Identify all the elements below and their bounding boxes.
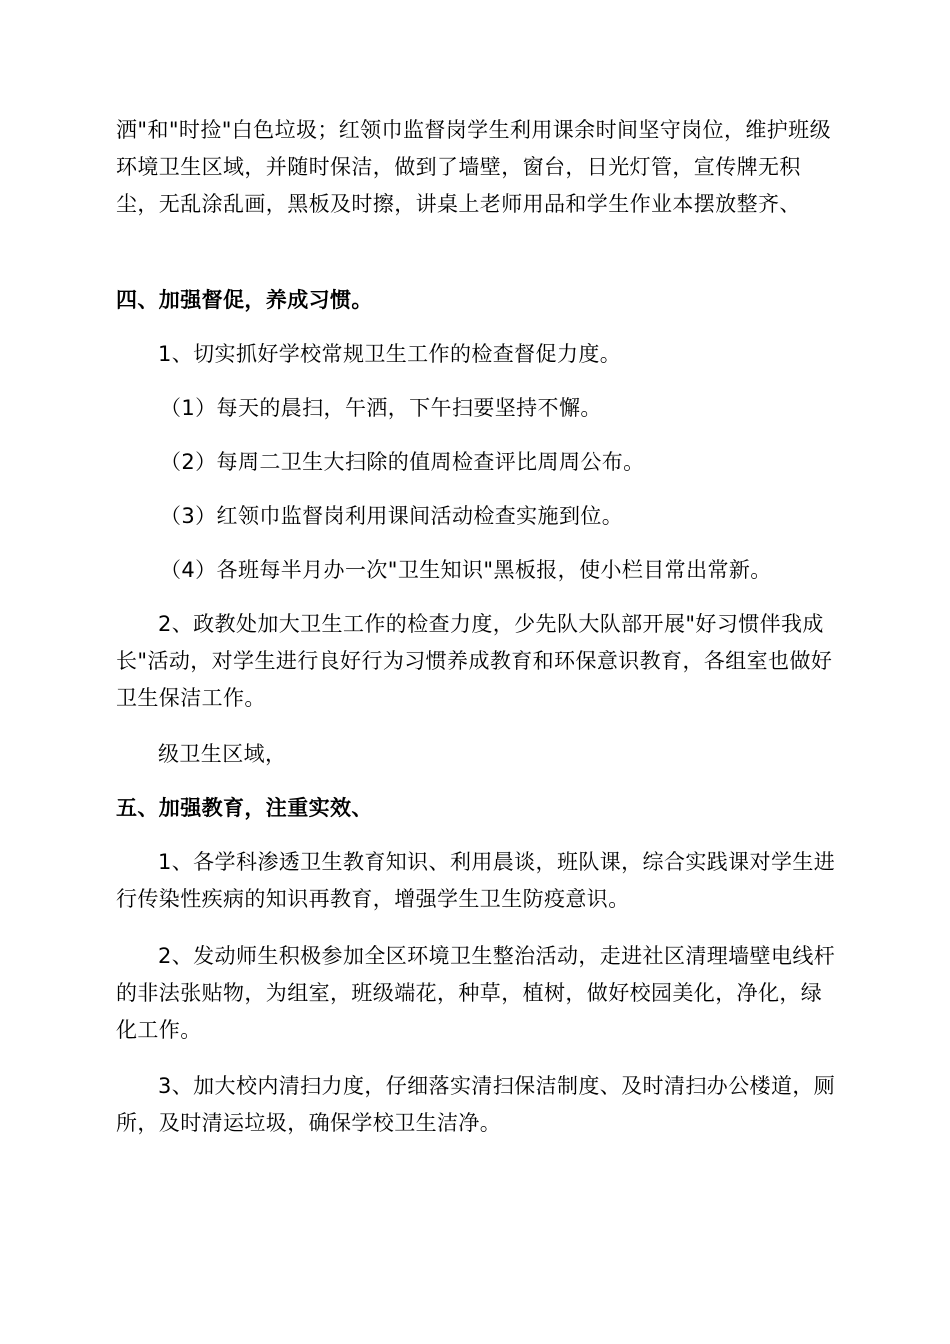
paragraph-item-5-3: 3、加大校内清扫力度，仔细落实清扫保洁制度、及时清扫办公楼道，厕所，及时清运垃圾，确保学校卫生洁净。 [116,1074,836,1135]
paragraph-item-5-1: 1、各学科渗透卫生教育知识、利用晨谈，班队课，综合实践课对学生进行传染性疾病的知识再教育，增强学生卫生防疫意识。 [116,850,836,911]
paragraph-item-2: 2、政教处加大卫生工作的检查力度，少先队大队部开展"好习惯伴我成长"活动，对学生进行良好行为习惯养成教育和环保意识教育，各组室也做好卫生保洁工作。 [116,612,833,710]
section-heading-4: 四、加强督促，养成习惯。 [116,288,373,312]
paragraph-item-5-2: 2、发动师生积极参加全区环境卫生整治活动，走进社区清理墙壁电线杆的非法张贴物，为组室，班级端花，种草，植树，做好校园美化，净化，绿化工作。 [116,944,836,1042]
sub-item-2: （2）每周二卫生大扫除的值周检查评比周周公布。 [160,450,645,474]
paragraph-item-1: 1、切实抓好学校常规卫生工作的检查督促力度。 [158,342,622,366]
paragraph-continued: 洒"和"时捡"白色垃圾；红领巾监督岗学生利用课余时间坚守岗位，维护班级环境卫生区域，并随时保洁，做到了墙壁，窗台，日光灯管，宣传牌无积尘，无乱涂乱画，黑板及时擦，讲桌上老师用品和学生作业本摆放整齐、 [116,118,831,216]
paragraph-fragment: 级卫生区域， [158,742,287,766]
sub-item-3: （3）红领巾监督岗利用课间活动检查实施到位。 [160,504,624,528]
section-heading-5: 五、加强教育，注重实效、 [116,796,373,820]
sub-item-1: （1）每天的晨扫，午洒，下午扫要坚持不懈。 [160,396,602,420]
sub-item-4: （4）各班每半月办一次"卫生知识"黑板报，使小栏目常出常新。 [160,558,772,582]
